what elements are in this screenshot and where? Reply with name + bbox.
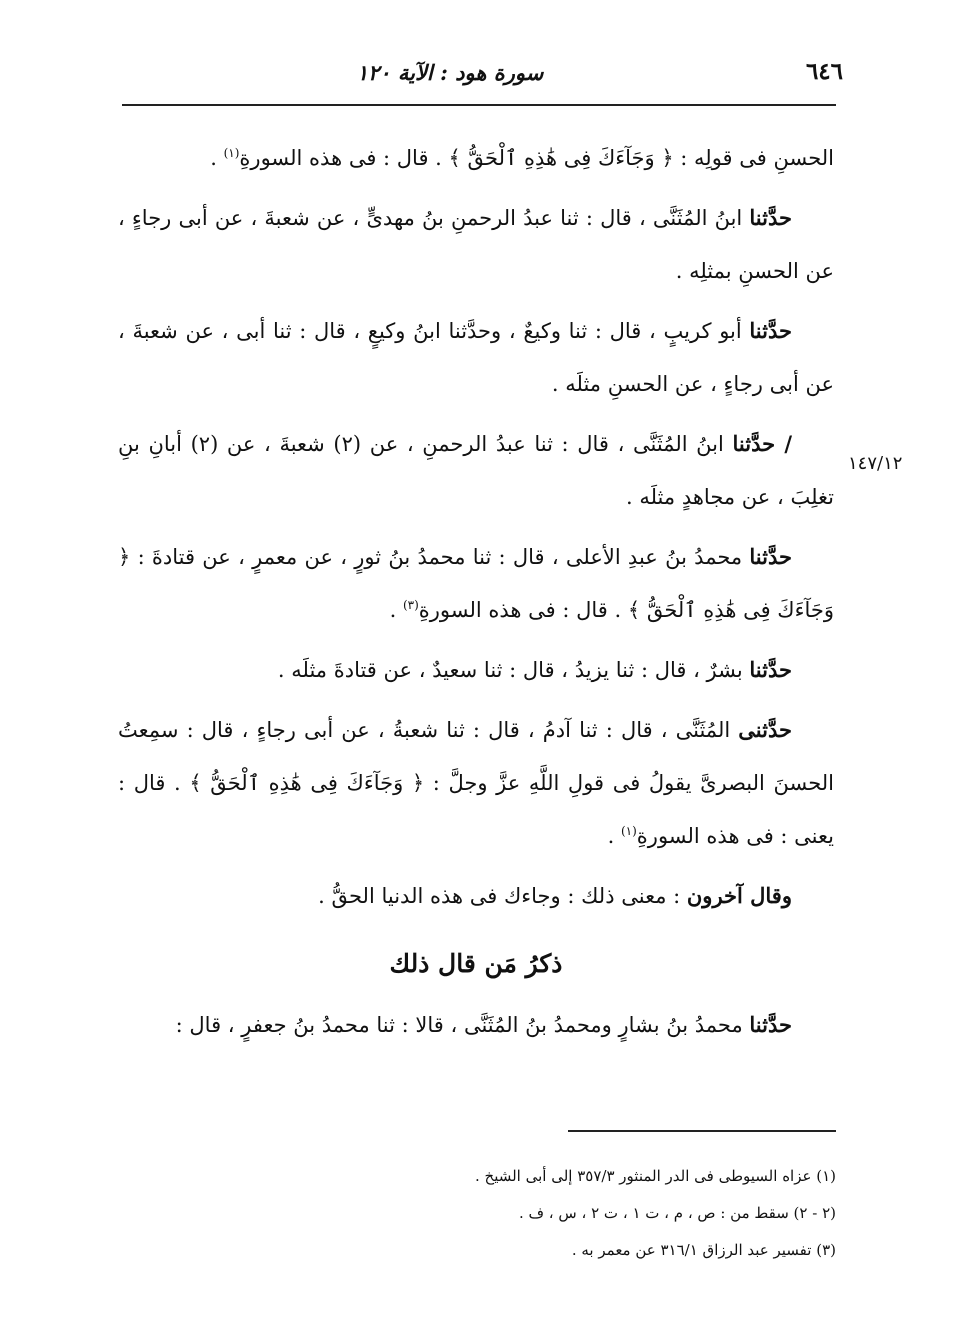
- paragraph: [118, 869, 834, 923]
- paragraph-text: محمدُ بنُ بشارٍ ومحمدُ بنُ المُثَنَّى ، قالا : ثنا محمدُ بنُ جعفرٍ ، قال :: [175, 1013, 750, 1037]
- paragraph: [118, 643, 834, 697]
- paragraph-text: محمدُ بنُ عبدِ الأعلى ، قال : ثنا محمدُ بنُ ثورٍ ، عن معمرٍ ، عن قتادةَ : ﴿ وَجَآءَكَ فِى هَٰذِهِ ٱلْحَقُّ ﴾ . قال : فى هذه السورةِ: [118, 545, 834, 622]
- footnote-marker: (١): [223, 146, 240, 160]
- paragraph: [118, 132, 834, 185]
- footnote: (٣) تفسير عبد الرزاق ٣١٦/١ عن معمر به .: [571, 1241, 836, 1259]
- paragraph-text: أبو كريبٍ ، قال : ثنا وكيعٌ ، وحدَّثنا ابنُ وكيعٍ ، قال : ثنا أبى ، عن شعبةَ ، عن أبى رجاءٍ ، عن الحسنِ مثلَه .: [118, 319, 834, 396]
- narration-lead: وقال آخرون: [686, 883, 792, 908]
- paragraph-text: ابنُ المُثَنَّى ، قال : ثنا عبدُ الرحمنِ ، عن (٢) شعبةَ ، عن (٢) أبانِ بنِ تغلِبَ ، عن مجاهدٍ مثلَه .: [118, 432, 834, 509]
- paragraph-text: : معنى ذلك : وجاءك فى هذه الدنيا الحقُّ .: [318, 884, 687, 908]
- paragraph-tail: .: [210, 146, 224, 170]
- footnote-marker: (١): [620, 824, 637, 838]
- footnotes: [300, 1158, 836, 1269]
- paragraph-tail: .: [389, 598, 403, 622]
- footnote-marker: (٣): [402, 598, 419, 612]
- paragraph: [118, 304, 834, 411]
- main-text: [118, 132, 834, 1058]
- narration-lead: حدَّثنا: [749, 1012, 792, 1037]
- paragraph-text: ابنُ المُثَنَّى ، قال : ثنا عبدُ الرحمنِ بنُ مهدىٍّ ، عن شعبةَ ، عن أبى رجاءٍ ، عن الحسنِ بمثلِه .: [118, 206, 834, 283]
- paragraph-text: بشرٌ ، قال : ثنا يزيدُ ، قال : ثنا سعيدٌ ، عن قتادةَ مثلَه .: [277, 658, 750, 682]
- footnote: (٢ - ٢) سقط من : ص ، م ، ت ١ ، ت ٢ ، س ، ف .: [518, 1204, 836, 1222]
- paragraph: [118, 530, 834, 637]
- paragraph-text: المُثَنَّى ، قال : ثنا آدمُ ، قال : ثنا شعبةُ ، عن أبى رجاءٍ ، قال : سمِعتُ الحسنَ البصرىَّ يقولُ فى قولِ اللَّهِ عزَّ وجلَّ : ﴿ وَجَآءَكَ فِى هَٰذِهِ ٱلْحَقُّ ﴾ . قال : يعنى : فى هذه السورةِ: [118, 718, 834, 848]
- paragraph: [118, 703, 834, 863]
- narration-lead: / حدَّثنا: [732, 431, 793, 456]
- page-number: ٦٤٦: [805, 58, 843, 85]
- paragraph-tail: .: [607, 824, 621, 848]
- narration-lead: حدَّثنى: [738, 717, 792, 742]
- section-heading: ذكرُ مَن قال ذلك: [389, 949, 563, 978]
- narration-lead: حدَّثنا: [749, 318, 792, 343]
- footnote: (١) عزاه السيوطى فى الدر المنثور ٣٥٧/٣ إلى أبى الشيخ .: [474, 1167, 836, 1185]
- narration-lead: حدَّثنا: [749, 205, 792, 230]
- paragraph: [118, 417, 834, 524]
- paragraph: [118, 998, 834, 1052]
- footnote-rule: [568, 1130, 836, 1132]
- running-header-title: سورة هود : الآية ١٢٠: [356, 60, 544, 85]
- paragraph-text: الحسنِ فى قولِه : ﴿ وَجَآءَكَ فِى هَٰذِهِ ٱلْحَقُّ ﴾ . قال : فى هذه السورةِ: [239, 146, 834, 170]
- narration-lead: حدَّثنا: [749, 657, 792, 682]
- header-rule: [122, 104, 836, 106]
- narration-lead: حدَّثنا: [749, 544, 792, 569]
- margin-page-reference: ١٤٧/١٢: [848, 453, 903, 474]
- paragraph: [118, 191, 834, 298]
